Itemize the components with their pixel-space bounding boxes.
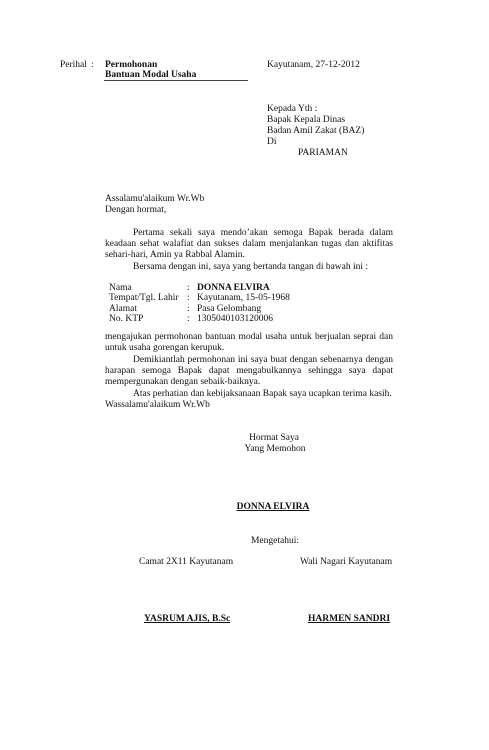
identity-colon: : (187, 283, 190, 293)
yang-memohon: Yang Memohon (244, 444, 306, 454)
identity-label: Nama (109, 283, 132, 293)
subject-line-1: Permohonan (105, 60, 158, 70)
identity-value: Pasa Gelombang (197, 303, 262, 314)
recipient-line-4: Di (267, 137, 277, 147)
subject-underline (104, 80, 248, 81)
subject-line-2: Bantuan Modal Usaha (105, 70, 197, 80)
identity-label: Alamat (109, 303, 137, 314)
identity-value: Kayutanam, 15-05-1968 (197, 293, 290, 304)
hormat-saya: Hormat Saya (249, 433, 299, 443)
left-signer-title: Camat 2X11 Kayutanam (139, 557, 234, 567)
body-paragraph-2: Bersama dengan ini, saya yang bertanda tangan di bawah ini : (133, 262, 369, 272)
place-date: Kayutanam, 27-12-2012 (267, 60, 360, 70)
identity-row (109, 314, 290, 324)
recipient-city: PARIAMAN (298, 148, 348, 158)
identity-colon: : (187, 303, 190, 314)
subject-colon: : (91, 60, 94, 70)
identity-row (109, 293, 290, 303)
identity-value: 1305040103120006 (197, 313, 273, 324)
salam: Assalamu'alaikum Wr.Wb (105, 194, 205, 204)
recipient-line-1: Kepada Yth : (267, 104, 318, 114)
recipient-line-2: Bapak Kepala Dinas (267, 115, 346, 125)
identity-colon: : (187, 313, 190, 324)
identity-value: DONNA ELVIRA (197, 283, 270, 293)
identity-table (109, 283, 290, 324)
left-signer-name: YASRUM AJIS, B.Sc (144, 614, 231, 624)
identity-label: No. KTP (109, 313, 144, 324)
closing-salam: Wassalamu'alaikum Wr.Wb (105, 400, 210, 410)
right-signer-title: Wali Nagari Kayutanam (300, 557, 393, 567)
mengetahui: Mengetahui: (250, 536, 299, 546)
body-paragraph-3: mengajukan permohonan bantuan modal usaha untuk berjualan seprai dan untuk usaha gorengan kerupuk. (105, 332, 393, 354)
subject-label: Perihal (60, 60, 87, 70)
identity-row (109, 283, 290, 293)
right-signer-name: HARMEN SANDRI (308, 614, 391, 624)
identity-colon: : (187, 293, 190, 304)
body-paragraph-5: Atas perhatian dan kebijaksanaan Bapak saya ucapkan terima kasih. (133, 389, 392, 399)
applicant-name: DONNA ELVIRA (236, 502, 310, 512)
identity-row (109, 304, 290, 314)
body-paragraph-1: Pertama sekali saya mendo’akan semoga Bapak berada dalam keadaan sehat walafiat dan sukses dalam menjalankan tugas dan aktifitas sehari-hari, Amin ya Rabbal Alamin. (105, 228, 393, 261)
greeting: Dengan hormat, (105, 205, 167, 215)
recipient-line-3: Badan Amil Zakat (BAZ) (267, 126, 365, 136)
identity-label: Tempat/Tgl. Lahir (109, 293, 179, 304)
body-paragraph-4: Demikiantlah permohonan ini saya buat dengan sebenarnya dengan harapan semoga Bapak dapat mengabulkannya sehingga saya dapat mempergunakan dengan sebaik-baiknya. (105, 355, 393, 388)
